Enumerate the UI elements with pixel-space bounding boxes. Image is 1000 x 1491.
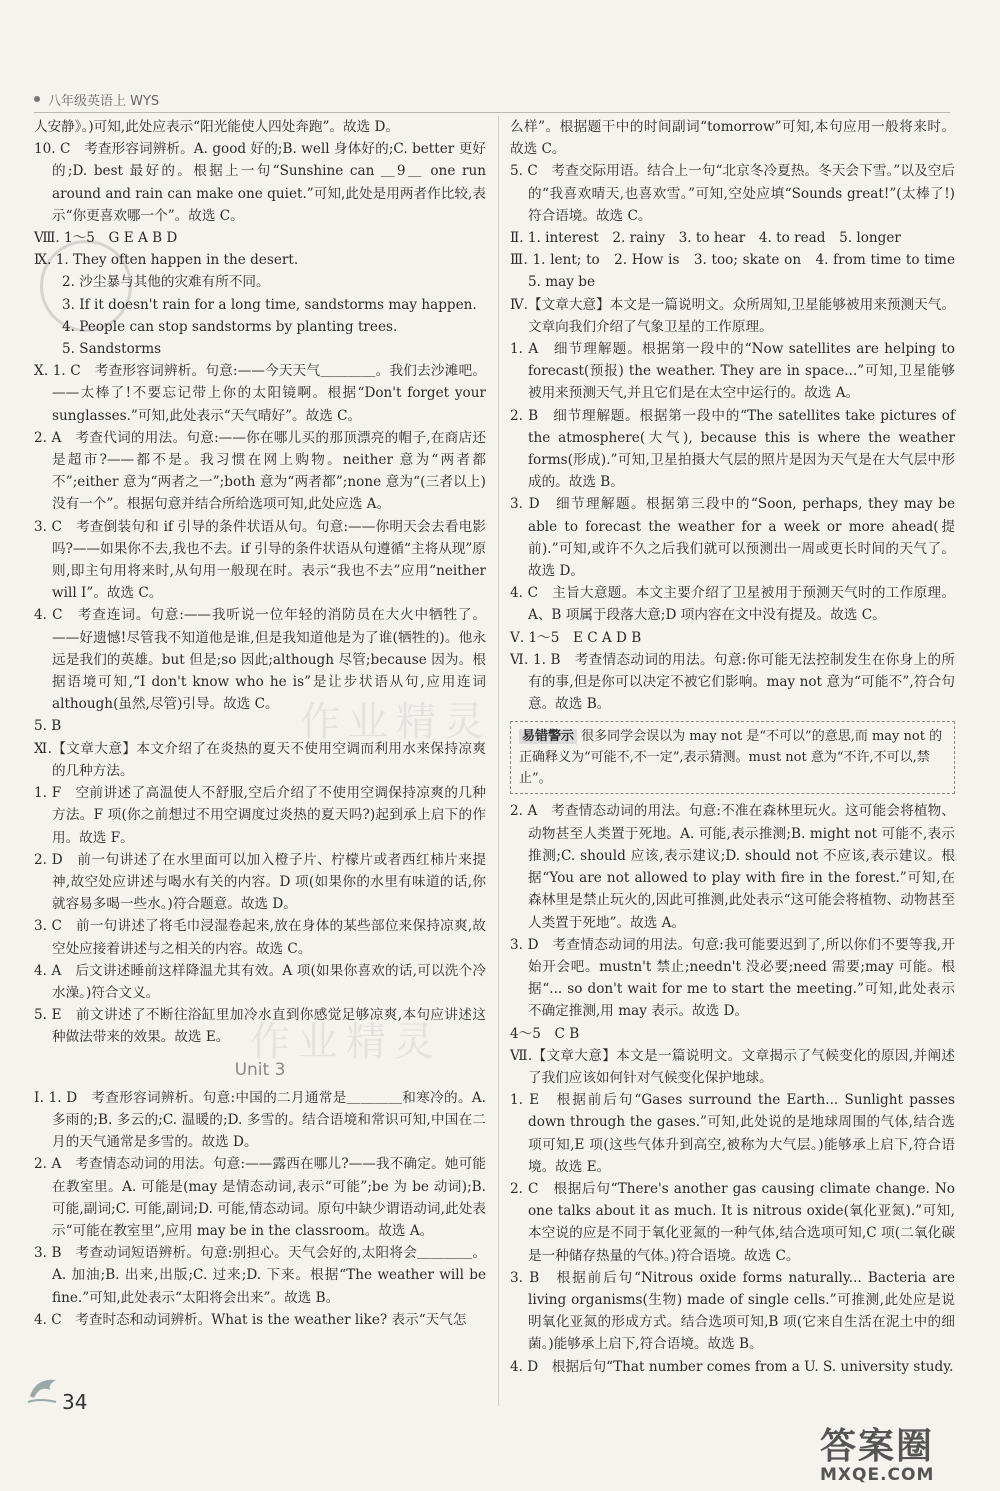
answer-item: 5. Sandstorms bbox=[62, 341, 162, 358]
section-answer: Ⅲ. 1. lent; to 2. How is 3. too; skate on 4. from time to time 5. may be bbox=[510, 252, 969, 291]
column-divider bbox=[498, 116, 499, 1406]
answer-item: 4. A 后文讲述睡前这样降温尤其有效。A 项(如果你喜欢的话,可以洗个冷水澡。)符合文义。 bbox=[34, 962, 486, 1001]
answer-item: Ⅰ. 1. D 考查形容词辨析。句意:中国的二月通常是＿＿＿＿和寒冷的。A. 多雨的;B. 多云的;C. 温暖的;D. 多雪的。结合语境和常识可知,中国在二月的天气通常是多雪的。故选 D。 bbox=[34, 1089, 486, 1151]
answer-item: 5. C 考查交际用语。结合上一句“北京冬冷夏热。冬天会下雪。”以及空后的“我喜欢晴天,也喜欢雪。”可知,空处应填“Sounds great!”(太棒了!)符合语境。故选 C。 bbox=[510, 163, 955, 224]
left-column bbox=[34, 116, 486, 1331]
answer-item: 2. B 细节理解题。根据第一段中的“The satellites take pictures of the atmosphere(大气), because this is where the weather forms(形成).”可知,卫星拍摄大气层的照片是因为天气是在大气层中形成的。故选 B。 bbox=[510, 407, 955, 491]
section-answer: Ⅴ. 1～5 E C A D B bbox=[510, 629, 642, 646]
error-warning-box bbox=[510, 721, 955, 794]
answer-item: 3. D 细节理解题。根据第三段中的“Soon, perhaps, they may be able to forecast the weather for a week or more ahead(提前).”可知,或许不久之后我们就可以预测出一周或更长时间的天气了。故选 D。 bbox=[510, 496, 955, 580]
site-logo bbox=[820, 1418, 960, 1485]
answer-item: 2. A 考查情态动词的用法。句意:不准在森林里玩火。这可能会将植物、动物甚至人类置于死地。A. 可能,表示推测;B. might not 可能不,表示推测;C. should 应该,表示建议;D. should not 不应该,表示建议。根据“You are not allowed to play with fire in the forest.”可知,在森林里是禁止玩火的,因此可推测,此处表示“这可能会将植物、动物甚至人类置于死地”。故选 A。 bbox=[510, 803, 955, 931]
answer-item: 2. 沙尘暴与其他的灾难有所不同。 bbox=[62, 274, 270, 291]
section-answer: Ⅸ. 1. They often happen in the desert. bbox=[34, 252, 299, 269]
section-answer: Ⅱ. 1. interest 2. rainy 3. to hear 4. to read 5. longer bbox=[510, 230, 901, 247]
warning-tag: 易错警示 bbox=[519, 729, 577, 744]
answer-item: 1. F 空前讲述了高温使人不舒服,空后介绍了不使用空调保持凉爽的几种方法。F 项(你之前想过不用空调度过炎热的夏天吗?)起到承上启下的作用。故选 F。 bbox=[34, 785, 486, 846]
page-header bbox=[34, 90, 950, 113]
answer-item: 5. B bbox=[34, 718, 62, 735]
logo-url: MXQE.COM bbox=[820, 1465, 935, 1485]
unit-title: Unit 3 bbox=[234, 1059, 286, 1080]
answer-item: 4. C 考查时态和动词辨析。What is the weather like? 表示“天气怎 bbox=[34, 1311, 467, 1328]
warning-text: 很多同学会误以为 may not 是“不可以”的意思,而 may not 的正确释义为“可能不,不一定”,表示猜测。must not 意为“不许,不可以,禁止”。 bbox=[519, 729, 943, 787]
watermark-text-2: 作业精灵 bbox=[250, 1019, 442, 1065]
article-summary: Ⅳ.【文章大意】本文是一篇说明文。众所周知,卫星能够被用来预测天气。文章向我们介绍了气象卫星的工作原理。 bbox=[510, 296, 955, 335]
answer-item: 4. D 根据后句“That number comes from a U. S. university study. bbox=[510, 1358, 954, 1375]
dolphin-icon bbox=[26, 1372, 66, 1406]
answer-item: 1. A 细节理解题。根据第一段中的“Now satellites are helping to forecast(预报) the weather. They are in space...”可知,卫星能够被用来预测天气,并且它们是在太空中运行的。故选 A。 bbox=[510, 341, 955, 402]
answer-item: 4. People can stop sandstorms by planting trees. bbox=[62, 318, 398, 335]
bullet-icon bbox=[34, 96, 40, 102]
answer-item: 3. C 前一句讲述了将毛巾浸湿卷起来,放在身体的某些部位来保持凉爽,故空处应接着讲述与之相关的内容。故选 C。 bbox=[34, 918, 486, 957]
right-column bbox=[510, 116, 969, 1378]
answer-item: 3. B 考查动词短语辨析。句意:别担心。天气会好的,太阳将会＿＿＿＿。A. 加油;B. 出来,出版;C. 过来;D. 下来。根据“The weather will be fine.”可知,此处表示“太阳将会出来”。故选 B。 bbox=[34, 1245, 486, 1306]
answer-item: 2. A 考查代词的用法。句意:——你在哪儿买的那顶漂亮的帽子,在商店还是超市?——都不是。我习惯在网上购物。neither 意为“两者都不”;either 意为“两者之一”;both 意为“两者都”;none 意为“(三者以上)没有一个”。根据句意并结合所给选项可知,此处应选 A。 bbox=[34, 429, 486, 513]
page-number: 34 bbox=[62, 1390, 88, 1414]
section-answer: Ⅷ. 1～5 G E A B D bbox=[34, 230, 178, 247]
answer-item: 3. C 考查倒装句和 if 引导的条件状语从句。句意:——你明天会去看电影吗?——如果你不去,我也不去。if 引导的条件状语从句遵循“主将从现”原则,即主句用将来时,从句用一般现在时。表示“我也不去”应用“neither will I”。故选 C。 bbox=[34, 518, 486, 602]
answer-item: 2. A 考查情态动词的用法。句意:——露西在哪儿?——我不确定。她可能在教室里。A. 可能是(may 是情态动词,表示“可能”;be 为 be 动词);B. 可能,副词;C. 可能,副词;D. 可能,情态动词。原句中缺少谓语动词,此处表示“可能在教室里”,应用 may be in the classroom。故选 A。 bbox=[34, 1156, 486, 1239]
answer-line: 么样”。根据题干中的时间副词“tomorrow”可知,本句应用一般将来时。故选 C。 bbox=[510, 119, 955, 158]
article-summary: Ⅺ.【文章大意】本文介绍了在炎热的夏天不使用空调而利用水来保持凉爽的几种方法。 bbox=[34, 740, 486, 779]
answer-item: 3. D 考查情态动词的用法。句意:我可能要迟到了,所以你们不要等我,开始开会吧。mustn't 禁止;needn't 没必要;need 需要;may 可能。根据“... so don't wait for me to start the meeting.”可知,此处表示不确定推测,用 may 表示。故选 D。 bbox=[510, 936, 955, 1020]
answer-item: 1. E 根据前后句“Gases surround the Earth... Sunlight passes down through the gases.”可知,此处说的是地球周围的气体,结合选项可知,E 项(这些气体升到高空,被称为大气层。)能够承上启下,符合语境。故选 E。 bbox=[510, 1092, 955, 1175]
header-title: 八年级英语上 WYS bbox=[48, 94, 160, 109]
watermark-text: 作业精灵 bbox=[300, 699, 492, 745]
answer-item: 4～5 C B bbox=[510, 1025, 580, 1042]
answer-item: 2. D 前一句讲述了在水里面可以加入橙子片、柠檬片或者西红柿片来提神,故空处应讲述与喝水有关的内容。D 项(如果你的水里有味道的话,你就容易多喝一些水。)符合题意。故选 D。 bbox=[34, 851, 486, 913]
answer-line: 人安静》。)可知,此处应表示“阳光能使人四处奔跑”。故选 D。 bbox=[34, 119, 399, 135]
answer-item: 2. C 根据后句“There's another gas causing climate change. No one talks about it as much. It is nitrous oxide(氧化亚氮).”可知,本空说的应是不同于氧化亚氮的一种气体,结合选项可知,C 项(二氧化碳是一种储存热量的气体。)符合语境。故选 C。 bbox=[510, 1180, 955, 1264]
article-summary: Ⅶ.【文章大意】本文是一篇说明文。文章揭示了气候变化的原因,并阐述了我们应该如何针对气候变化保护地球。 bbox=[510, 1047, 955, 1086]
answer-item: 3. B 根据前后句“Nitrous oxide forms naturally... Bacteria are living organisms(生物) made of single cells.”可推测,此处应是说明氧化亚氮的形成方式。结合选项可知,B 项(它来自生活在泥土中的细菌。)能够承上启下,符合语境。故选 B。 bbox=[510, 1269, 955, 1353]
answer-item: 10. C 考查形容词辨析。A. good 好的;B. well 身体好的;C. better 更好的;D. best 最好的。根据上一句“Sunshine can ＿9＿ one run around and rain can make one quiet.”可知,此处是用两者作比较,表示“你更喜欢哪一个”。故选 C。 bbox=[34, 141, 486, 224]
logo-text: 答案圈 bbox=[820, 1426, 935, 1467]
answer-item: 4. C 主旨大意题。本文主要介绍了卫星被用于预测天气时的工作原理。A、B 项属于段落大意;D 项内容在文中没有提及。故选 C。 bbox=[510, 585, 955, 624]
answer-item: 5. E 前文讲述了不断往浴缸里加冷水直到你感觉足够凉爽,本句应讲述这种做法带来的效果。故选 E。 bbox=[34, 1007, 486, 1046]
answer-item: Ⅵ. 1. B 考查情态动词的用法。句意:你可能无法控制发生在你身上的所有的事,但是你可以决定不被它们影响。may not 意为“可能不”,符合句意。故选 B。 bbox=[510, 651, 955, 713]
answer-item: Ⅹ. 1. C 考查形容词辨析。句意:——今天天气＿＿＿＿。我们去沙滩吧。——太棒了!不要忘记带上你的太阳镜啊。根据“Don't forget your sunglasses.”可知,此处表示“天气晴好”。故选 C。 bbox=[34, 363, 486, 424]
answer-item: 3. If it doesn't rain for a long time, sandstorms may happen. bbox=[62, 296, 477, 313]
answer-item: 4. C 考查连词。句意:——我听说一位年轻的消防员在大火中牺牲了。——好遗憾!尽管我不知道他是谁,但是我知道他是为了谁(牺牲的)。他永远是我们的英雄。but 但是;so 因此;although 尽管;because 因为。根据语境可知,“I don't know who he is”是让步状语从句,应用连词 although(虽然,尽管)引导。故选 C。 bbox=[34, 607, 486, 713]
